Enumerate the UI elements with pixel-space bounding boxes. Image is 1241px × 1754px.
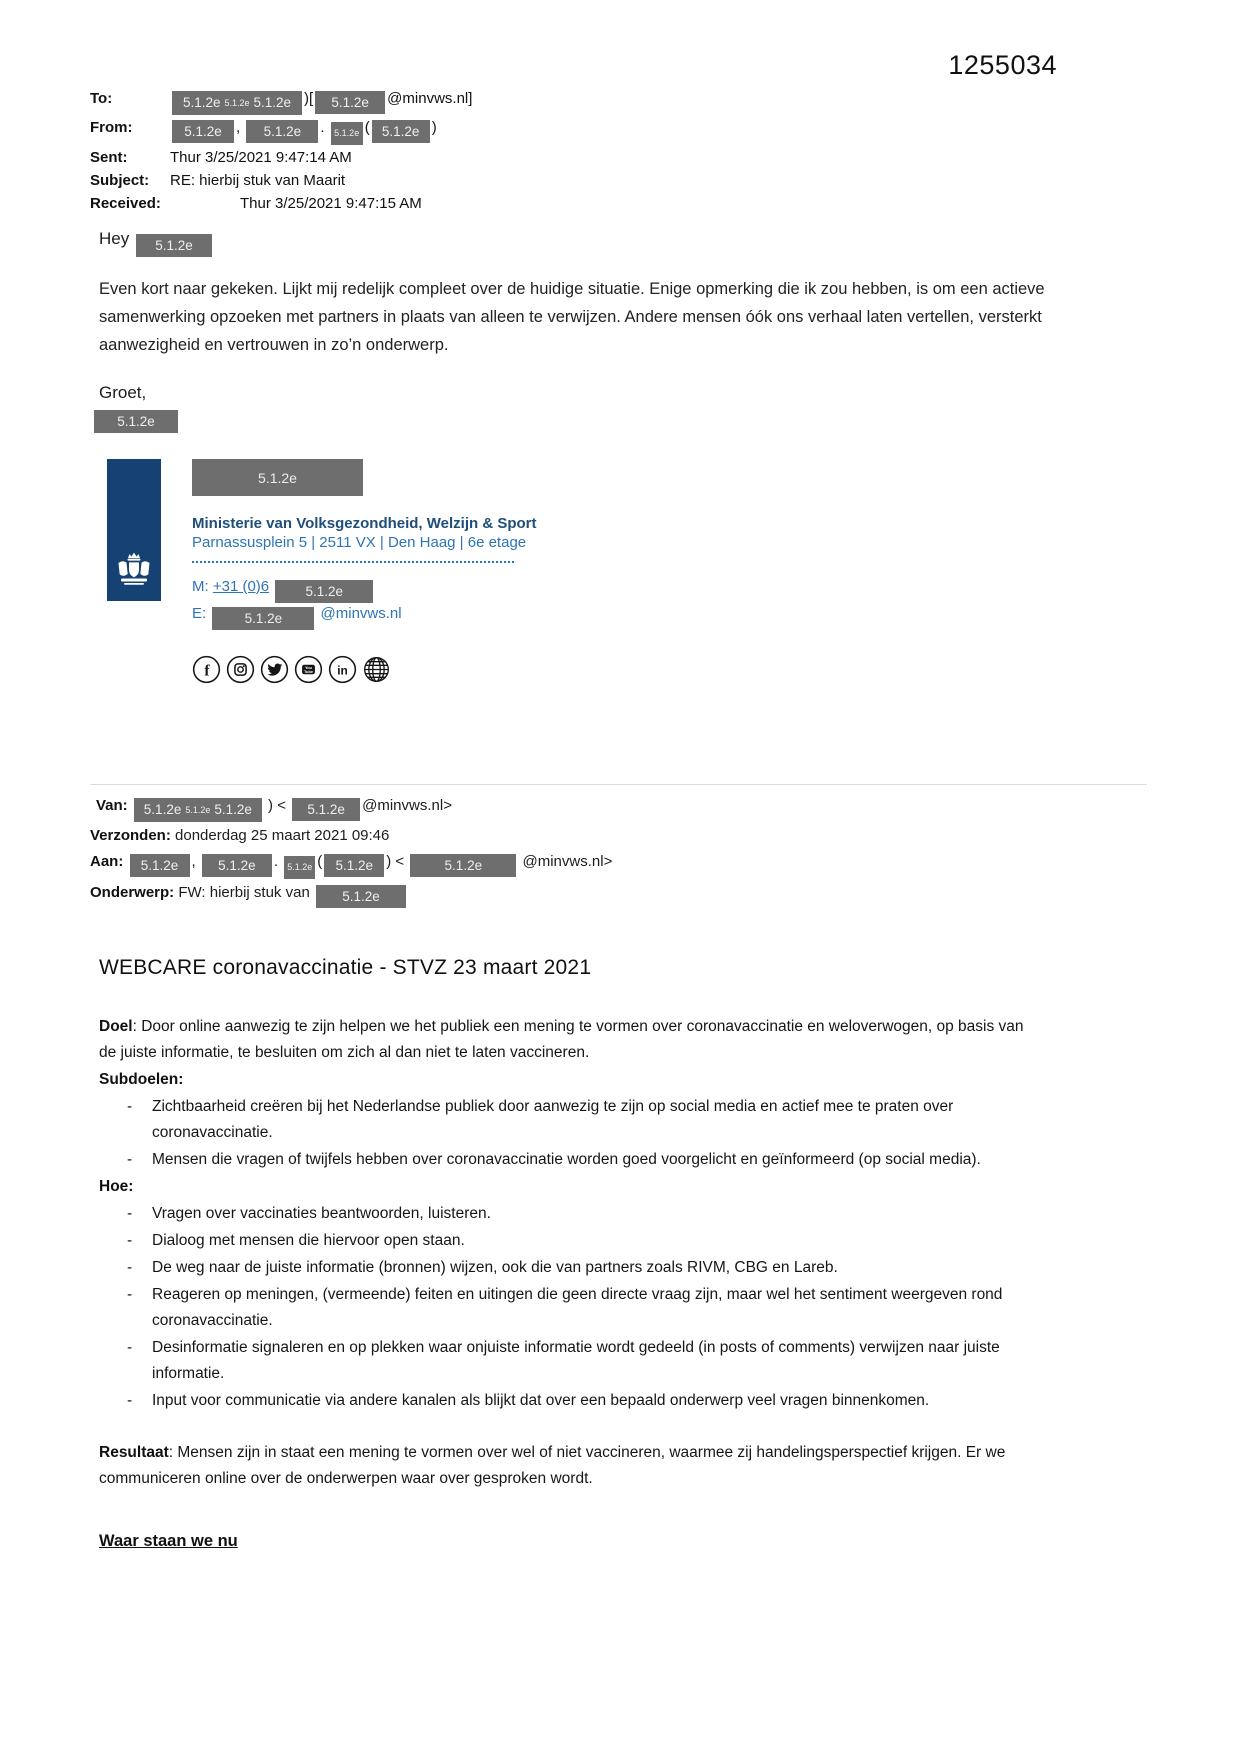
signature-name-redaction: 5.1.2e xyxy=(192,459,363,496)
body-paragraph: Even kort naar gekeken. Lijkt mij redelijk compleet over de huidige situatie. Enige opmerking die ik zou hebben, is om een actieve samenwerking opzoeken met partners in plaats van alleen te verwijzen. Andere mensen óók ons verhaal laten vertellen, versterkt aanwezigheid en vertrouwen in zo’n onderwerp. xyxy=(99,280,1045,354)
closing-text: Groet, xyxy=(99,383,147,402)
linkedin-icon[interactable] xyxy=(328,655,357,684)
aan-label: Aan: xyxy=(90,853,124,870)
subject-value: RE: hierbij stuk van Maarit xyxy=(170,172,346,189)
forwarded-row-van xyxy=(96,793,1145,822)
resultaat-label: Resultaat xyxy=(99,1444,169,1461)
facebook-icon[interactable] xyxy=(192,655,221,684)
bullet-dash: - xyxy=(127,1098,133,1115)
list-item-text: Desinformatie signaleren en op plekken waar onjuiste informatie wordt gedeeld (in posts of comments) verwijzen naar juiste informatie. xyxy=(152,1339,1000,1382)
redaction-box: 5.1.2e xyxy=(372,120,430,143)
twitter-icon[interactable] xyxy=(260,655,289,684)
sent-value: Thur 3/25/2021 9:47:14 AM xyxy=(170,149,352,166)
redaction-box: 5.1.2e xyxy=(212,607,314,630)
dotted-divider xyxy=(192,560,514,563)
list-item-text: Input voor communicatie via andere kanalen als blijkt dat over een bepaald onderwerp veel vragen binnenkomen. xyxy=(152,1392,930,1409)
text-token: @minvws.nl> xyxy=(518,853,613,870)
list-item xyxy=(99,1388,1052,1414)
mobile-label: M: xyxy=(192,578,209,595)
bullet-dash: - xyxy=(127,1392,133,1409)
forwarded-row-verzonden xyxy=(90,823,1145,848)
bullet-dash: - xyxy=(127,1286,133,1303)
doel-paragraph xyxy=(99,1014,1044,1066)
onderwerp-value xyxy=(174,884,408,904)
redaction-box: 5.1.2e xyxy=(292,798,360,821)
redaction-box: 5.1.2e xyxy=(316,885,406,908)
svg-text:f: f xyxy=(204,662,210,680)
organization-address: Parnassusplein 5 | 2511 VX | Den Haag | 6e etage xyxy=(192,534,527,551)
text-token: . xyxy=(273,853,283,870)
bullet-dash: - xyxy=(127,1151,133,1168)
sent-label: Sent: xyxy=(90,149,128,166)
svg-text:You: You xyxy=(304,664,313,670)
text-token: ( xyxy=(317,853,323,870)
text-token: , xyxy=(191,853,200,870)
globe-icon[interactable] xyxy=(362,655,391,684)
redaction-box: 5.1.2e xyxy=(275,580,373,603)
forwarded-row-onderwerp xyxy=(90,880,1145,908)
header-row-sent xyxy=(90,147,1145,168)
resultaat-text: : Mensen zijn in staat een mening te vormen over wel of niet vaccineren, waarmee zij handelingsperspectief krijgen. Er we communiceren online over de onderwerpen waar over gesproken wordt. xyxy=(99,1444,1006,1487)
van-label: Van: xyxy=(96,797,128,814)
subject-label: Subject: xyxy=(90,172,150,189)
list-item xyxy=(99,1147,1052,1173)
redaction-box: 5.1.2e xyxy=(284,856,315,879)
text-token: . xyxy=(320,119,329,136)
section-divider xyxy=(90,784,1147,785)
forwarded-row-aan xyxy=(90,849,1145,879)
greeting-line xyxy=(99,226,1145,257)
memo-title: WEBCARE coronavaccinatie - STVZ 23 maart 2021 xyxy=(99,956,592,979)
email-body xyxy=(90,226,1145,433)
redaction-box: 5.1.2e xyxy=(324,854,384,877)
resultaat-paragraph xyxy=(99,1440,1044,1492)
redaction-box: 5.1.2e xyxy=(136,234,212,257)
redaction-box: 5.1.2e xyxy=(246,120,318,143)
header-row-received xyxy=(90,193,1145,214)
from-label: From: xyxy=(90,119,133,136)
redaction-box: 5.1.2e 5.1.2e 5.1.2e xyxy=(172,91,302,115)
text-token: @minvws.nl> xyxy=(362,797,452,814)
email-line xyxy=(192,603,537,630)
email-domain: @minvws.nl xyxy=(320,605,402,622)
onderwerp-label: Onderwerp: xyxy=(90,884,175,901)
youtube-icon[interactable] xyxy=(294,655,323,684)
waar-staan-we-nu-heading: Waar staan we nu xyxy=(99,1532,238,1550)
redaction-box: 5.1.2e xyxy=(202,854,272,877)
list-item xyxy=(99,1255,1052,1281)
list-item-text: Dialoog met mensen die hiervoor open staan. xyxy=(152,1232,465,1249)
to-label: To: xyxy=(90,90,113,107)
memo-section xyxy=(99,956,1145,1551)
text-token: ) < xyxy=(386,853,409,870)
redaction-box: 5.1.2e xyxy=(315,91,385,114)
text-token: @minvws.nl] xyxy=(387,90,473,107)
forwarded-header xyxy=(90,793,1145,908)
text-token: ( xyxy=(364,119,370,136)
aan-value xyxy=(128,853,613,873)
list-item xyxy=(99,1228,1052,1254)
social-icons-row xyxy=(192,655,537,684)
greeting-text: Hey xyxy=(99,229,130,248)
redaction-box: 5.1.2e xyxy=(410,854,516,877)
redaction-box: 5.1.2e xyxy=(331,122,363,145)
doel-text: : Door online aanwezig te zijn helpen we het publiek een mening te vormen over coronavaccinatie en weloverwogen, op basis van de juiste informatie, te besluiten om zich al dan niet te laten vaccineren. xyxy=(99,1018,1024,1061)
redaction-box: 5.1.2e xyxy=(130,854,190,877)
signature-block xyxy=(107,459,1145,684)
hoe-list xyxy=(99,1201,1145,1414)
received-label: Received: xyxy=(90,195,161,212)
subdoelen-list xyxy=(99,1094,1145,1173)
verzonden-value: donderdag 25 maart 2021 09:46 xyxy=(170,827,390,844)
svg-text:in: in xyxy=(337,663,348,678)
text-token: , xyxy=(236,119,245,136)
verzonden-label: Verzonden: xyxy=(90,827,171,844)
van-value xyxy=(132,797,452,817)
doel-label: Doel xyxy=(99,1018,133,1035)
email-label: E: xyxy=(192,605,207,622)
list-item xyxy=(99,1201,1052,1227)
rijksoverheid-logo-bar xyxy=(107,459,161,601)
list-item-text: Zichtbaarheid creëren bij het Nederlandse publiek door aanwezig te zijn op social media en actief mee te praten over coronavaccinatie. xyxy=(152,1098,954,1141)
bullet-dash: - xyxy=(127,1205,133,1222)
organization-name: Ministerie van Volksgezondheid, Welzijn & Sport xyxy=(192,515,537,532)
list-item-text: Reageren op meningen, (vermeende) feiten en uitingen die geen directe vraag zijn, maar wel het sentiment weergeven rond coronavaccinatie. xyxy=(152,1286,1003,1329)
from-value xyxy=(170,117,437,145)
to-value xyxy=(170,88,472,115)
header-row-subject xyxy=(90,170,1145,191)
list-item xyxy=(99,1282,1052,1334)
text-token: FW: hierbij stuk van xyxy=(174,884,314,901)
mobile-line xyxy=(192,576,537,603)
phone-link[interactable]: +31 (0)6 xyxy=(212,578,270,595)
text-token: )[ xyxy=(304,90,314,107)
bullet-dash: - xyxy=(127,1339,133,1356)
text-token: ) < xyxy=(263,797,291,814)
bullet-dash: - xyxy=(127,1259,133,1276)
hoe-heading: Hoe: xyxy=(99,1178,134,1195)
closing-redaction xyxy=(92,409,1145,433)
redaction-box: 5.1.2e xyxy=(94,410,178,433)
document-number: 1255034 xyxy=(948,50,1057,80)
redaction-box: 5.1.2e xyxy=(172,120,234,143)
instagram-icon[interactable] xyxy=(226,655,255,684)
email-header xyxy=(90,88,1145,214)
list-item-text: Vragen over vaccinaties beantwoorden, luisteren. xyxy=(152,1205,491,1222)
subdoelen-heading: Subdoelen: xyxy=(99,1071,184,1088)
list-item xyxy=(99,1094,1052,1146)
redaction-box: 5.1.2e 5.1.2e 5.1.2e xyxy=(134,798,262,822)
list-item xyxy=(99,1335,1052,1387)
received-value: Thur 3/25/2021 9:47:15 AM xyxy=(240,195,422,212)
list-item-text: De weg naar de juiste informatie (bronnen) wijzen, ook die van partners zoals RIVM, CBG en Lareb. xyxy=(152,1259,838,1276)
header-row-from xyxy=(90,117,1145,145)
bullet-dash: - xyxy=(127,1232,133,1249)
text-token: ) xyxy=(431,119,437,136)
list-item-text: Mensen die vragen of twijfels hebben over coronavaccinatie worden goed voorgelicht en geïnformeerd (op social media). xyxy=(152,1151,981,1168)
coat-of-arms-icon xyxy=(114,550,154,594)
svg-text:Tube: Tube xyxy=(303,669,314,675)
header-row-to xyxy=(90,88,1145,115)
